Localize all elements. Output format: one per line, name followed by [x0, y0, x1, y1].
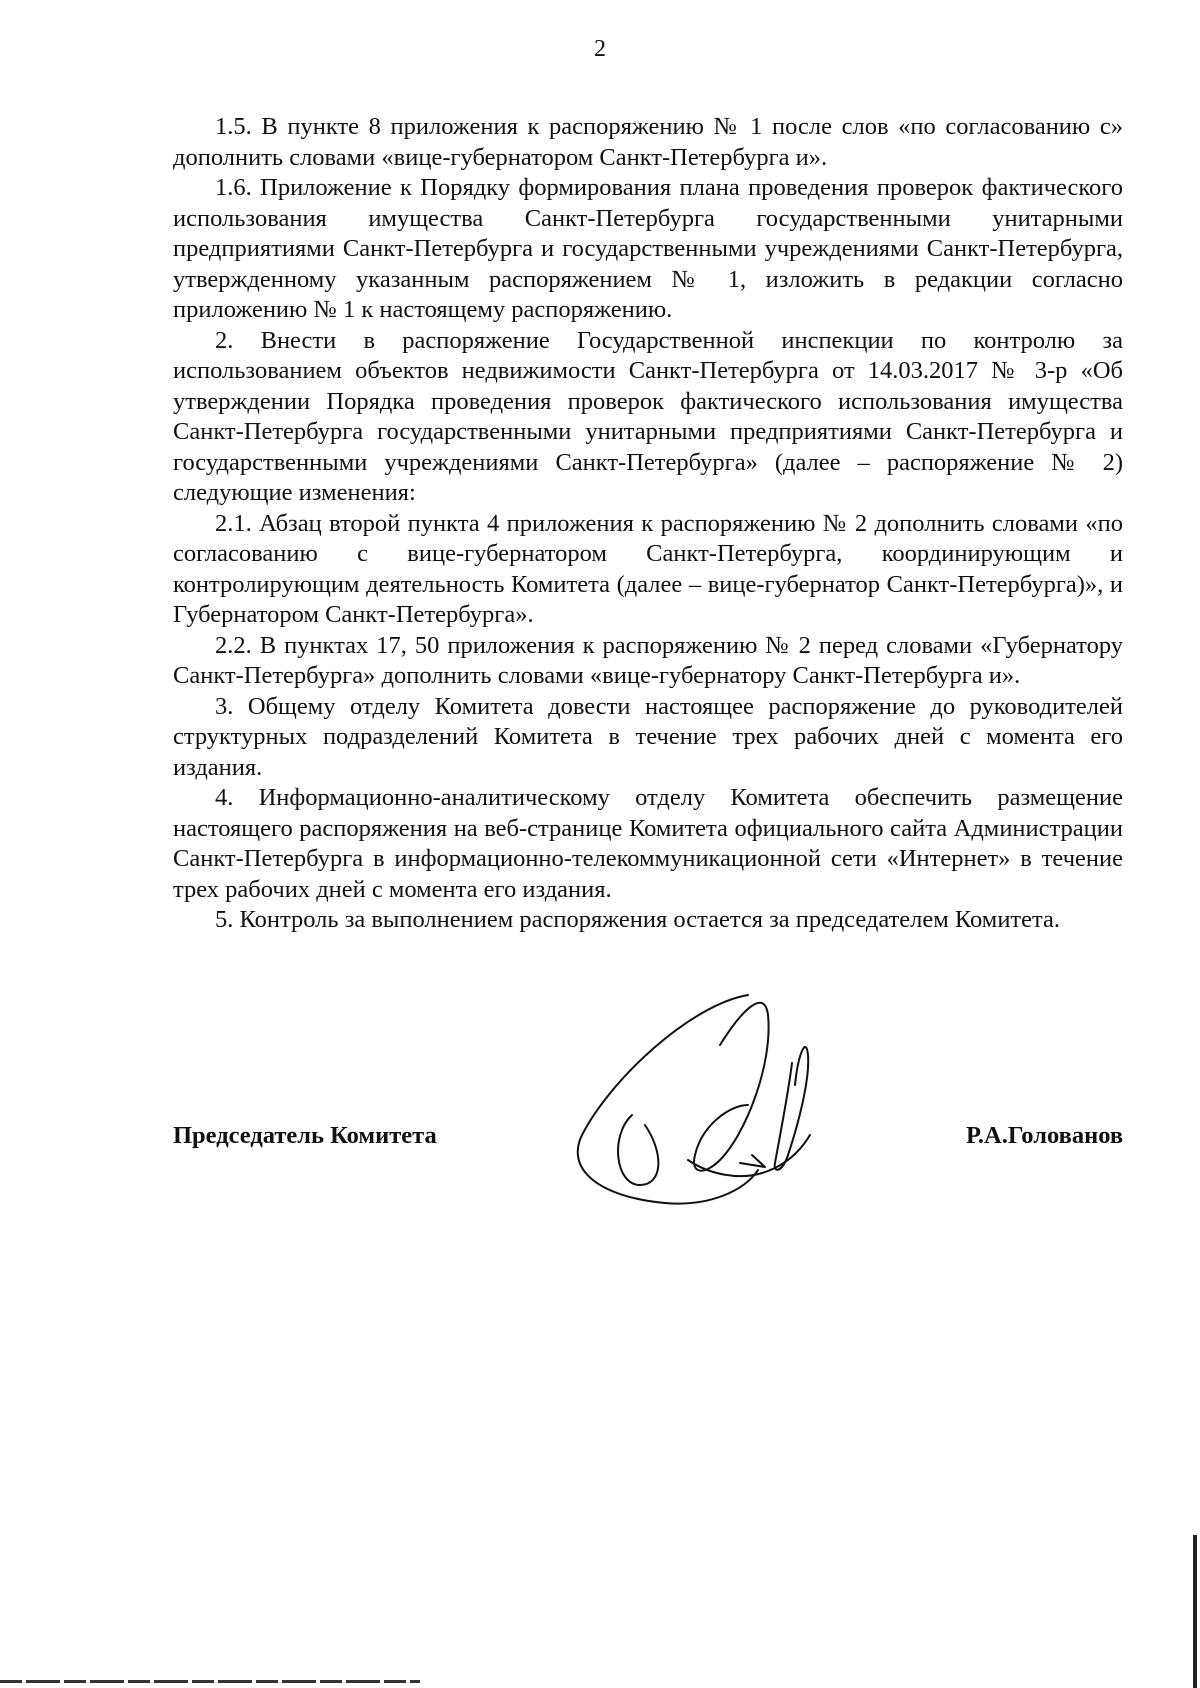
scan-edge-mark: [1193, 1535, 1197, 1688]
paragraph-1-6: 1.6. Приложение к Порядку формирования плана проведения проверок фактического использования имущества Санкт-Петербурга государственными унитарными предприятиями Санкт-Петербурга и государственными учреждениями Санкт-Петербурга, утвержденному указанным распоряжением № 1, изложить в редакции согласно приложению № 1 к настоящему распоряжению.: [173, 174, 1123, 323]
signatory-title: Председатель Комитета: [173, 1122, 437, 1149]
paragraph-4: 4. Информационно-аналитическому отделу Комитета обеспечить размещение настоящего распоряжения на веб-странице Комитета официального сайта Администрации Санкт-Петербурга в информационно-телекоммуникационной сети «Интернет» в течение трех рабочих дней с момента его издания.: [173, 784, 1123, 903]
paragraph-1-5: 1.5. В пункте 8 приложения к распоряжению № 1 после слов «по согласованию с» дополнить словами «вице-губернатором Санкт-Петербурга и».: [173, 113, 1123, 171]
paragraph-2-1: 2.1. Абзац второй пункта 4 приложения к распоряжению № 2 дополнить словами «по согласованию с вице-губернатором Санкт-Петербурга, координирующим и контролирующим деятельность Комитета (далее – вице-губернатор Санкт-Петербурга)», и Губернатором Санкт-Петербурга».: [173, 509, 1123, 628]
paragraph-2: 2. Внести в распоряжение Государственной инспекции по контролю за использованием объектов недвижимости Санкт-Петербурга от 14.03.2017 № 3-р «Об утверждении Порядка проведения проверок фактического использования имущества Санкт-Петербурга государственными унитарными предприятиями Санкт-Петербурга и государственными учреждениями Санкт-Петербурга» (далее – распоряжение № 2) следующие изменения:: [173, 326, 1123, 506]
document-body: [173, 112, 1123, 936]
handwritten-signature: [570, 985, 870, 1215]
paragraph-2-2: 2.2. В пунктах 17, 50 приложения к распоряжению № 2 перед словами «Губернатору Санкт-Петербурга» дополнить словами «вице-губернатору Санкт-Петербурга и».: [173, 631, 1123, 689]
paragraph-3: 3. Общему отделу Комитета довести настоящее распоряжение до руководителей структурных подразделений Комитета в течение трех рабочих дней с момента его издания.: [173, 692, 1123, 781]
scan-edge-line: [0, 1680, 420, 1683]
page-number: 2: [594, 36, 606, 62]
signatory-name: Р.А.Голованов: [966, 1122, 1124, 1149]
paragraph-5: 5. Контроль за выполнением распоряжения остается за председателем Комитета.: [215, 906, 1061, 933]
